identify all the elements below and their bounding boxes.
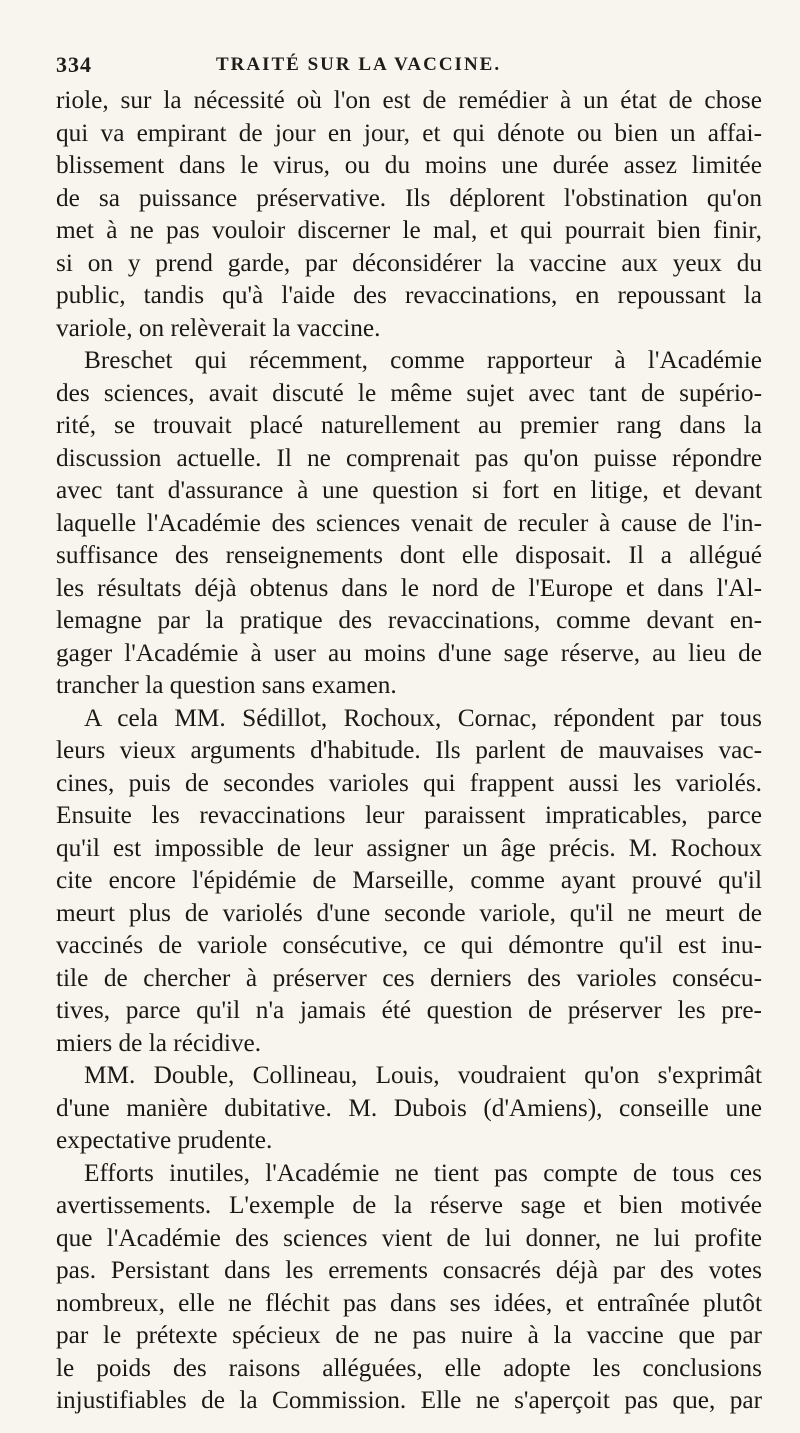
page-header [56,50,762,82]
text-line: nombreux, elle ne fléchit pas dans ses idées, et entraînée plutôt [56,1288,762,1317]
text-line: variole, on relèverait la vaccine. [56,313,381,342]
text-line: tile de chercher à préserver ces derniers des varioles consécu- [56,963,762,992]
text-line: cite encore l'épidémie de Marseille, comme ayant prouvé qu'il [56,866,762,894]
text-line: les résultats déjà obtenus dans le nord de l'Europe et dans l'Al- [56,573,762,602]
text-line: rité, se trouvait placé naturellement au premier rang dans la [56,411,762,439]
text-line: discussion actuelle. Il ne comprenait pas qu'on puisse répondre [56,443,762,472]
page-number: 334 [56,52,92,77]
text-line: A cela MM. Sédillot, Rochoux, Cornac, répondent par tous [84,703,762,732]
text-line: de sa puissance préservative. Ils déplorent l'obstination qu'on [56,183,762,212]
text-line: riole, sur la nécessité où l'on est de remédier à un état de chose [56,86,762,114]
text-line: d'une manière dubitative. M. Dubois (d'Amiens), conseille une [56,1093,762,1122]
text-line: pas. Persistant dans les errements consacrés déjà par des votes [56,1256,762,1284]
text-line: qui va empirant de jour en jour, et qui dénote ou bien un affai- [56,118,762,147]
text-line: gager l'Académie à user au moins d'une sage réserve, au lieu de [56,638,762,667]
text-line: des sciences, avait discuté le même sujet avec tant de supério- [56,378,762,407]
text-line: le poids des raisons alléguées, elle adopte les conclusions [56,1353,762,1382]
text-line: suffisance des renseignements dont elle disposait. Il a allégué [56,541,762,569]
text-line: trancher la question sans examen. [56,671,397,699]
text-line: injustifiables de la Commission. Elle ne s'aperçoit pas que, par [56,1386,762,1414]
text-line: par le prétexte spécieux de ne pas nuire à la vaccine que par [56,1321,762,1349]
text-line: lemagne par la pratique des revaccinations, comme devant en- [56,606,762,634]
text-line: tives, parce qu'il n'a jamais été question de préserver les pre- [56,996,762,1024]
text-line: vaccinés de variole consécutive, ce qui démontre qu'il est inu- [56,931,762,959]
text-line: laquelle l'Académie des sciences venait de reculer à cause de l'in- [56,508,762,537]
text-line: qu'il est impossible de leur assigner un âge précis. M. Rochoux [56,833,762,862]
body-text [56,84,762,1417]
text-line: si on y prend garde, par déconsidérer la vaccine aux yeux du [56,248,762,277]
text-line: met à ne pas vouloir discerner le mal, et qui pourrait bien finir, [56,216,762,244]
text-line: avertissements. L'exemple de la réserve sage et bien motivée [56,1191,762,1219]
text-line: expectative prudente. [56,1126,273,1154]
text-line: cines, puis de secondes varioles qui frappent aussi les variolés. [56,768,762,797]
text-line: meurt plus de variolés d'une seconde variole, qu'il ne meurt de [56,898,762,927]
text-line: avec tant d'assurance à une question si fort en litige, et devant [56,476,762,504]
text-line: public, tandis qu'à l'aide des revaccinations, en repoussant la [56,281,762,309]
text-line: miers de la récidive. [56,1028,262,1057]
running-title: TRAITÉ SUR LA VACCINE. [216,54,502,75]
text-line: leurs vieux arguments d'habitude. Ils parlent de mauvaises vac- [56,736,762,764]
text-line: Ensuite les revaccinations leur paraissent impraticables, parce [56,801,762,829]
text-line: Breschet qui récemment, comme rapporteur à l'Académie [84,346,762,374]
text-line: blissement dans le virus, ou du moins une durée assez limitée [56,151,762,179]
text-line: que l'Académie des sciences vient de lui donner, ne lui profite [56,1223,762,1252]
text-line: MM. Double, Collineau, Louis, voudraient qu'on s'exprimât [84,1061,762,1089]
text-line: Efforts inutiles, l'Académie ne tient pas compte de tous ces [84,1158,762,1187]
